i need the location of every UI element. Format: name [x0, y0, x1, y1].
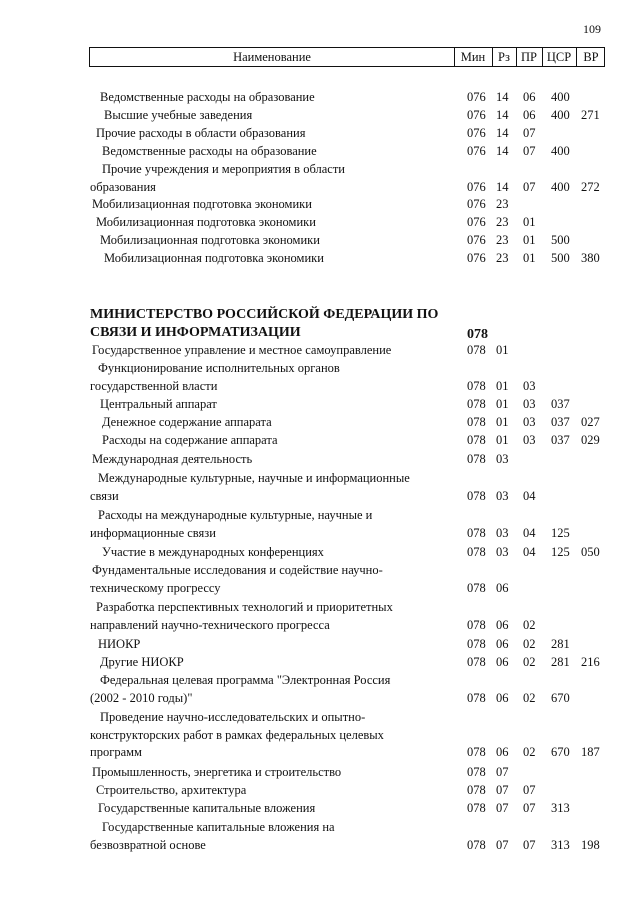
code-csr: 670 — [551, 745, 570, 759]
code-min: 078 — [467, 452, 486, 466]
code-rz: 14 — [496, 108, 509, 122]
row-name-line: Высшие учебные заведения — [104, 108, 253, 122]
header-name: Наименование — [233, 50, 311, 64]
code-rz: 14 — [496, 144, 509, 158]
code-min: 078 — [467, 378, 486, 393]
code-vr: 198 — [581, 837, 600, 852]
row-name-line: Государственные капитальные вложения на — [102, 820, 335, 834]
row-name-line: конструкторских работ в рамках федеральных целевых — [90, 727, 384, 742]
code-rz: 07 — [496, 801, 509, 815]
row-name-line: Функционирование исполнительных органов — [98, 361, 340, 375]
code-min: 078 — [467, 415, 486, 429]
table-header — [89, 47, 605, 67]
row-name-line: Государственное управление и местное самоуправление — [92, 343, 392, 357]
header-csr: ЦСР — [546, 50, 572, 64]
code-min: 076 — [467, 108, 486, 122]
code-min: 076 — [467, 90, 486, 104]
code-vr: 272 — [581, 179, 600, 194]
code-min: 078 — [467, 745, 486, 759]
row-name-line: Ведомственные расходы на образование — [102, 144, 317, 158]
code-rz: 07 — [496, 783, 509, 797]
code-min: 078 — [467, 837, 486, 852]
row-name-line: НИОКР — [98, 637, 141, 651]
code-rz: 01 — [496, 343, 509, 357]
code-min: 076 — [467, 144, 486, 158]
row-name-line: Прочие расходы в области образования — [96, 126, 306, 140]
row-name-line: государственной власти — [90, 378, 218, 393]
row-name-line: безвозвратной основе — [90, 837, 206, 852]
code-csr: 670 — [551, 690, 570, 705]
code-min: 078 — [467, 433, 486, 447]
code-pr: 04 — [523, 525, 536, 540]
code-csr: 281 — [551, 637, 570, 651]
row-name-line: Прочие учреждения и мероприятия в области — [102, 162, 345, 176]
code-rz: 23 — [496, 215, 509, 229]
code-vr: 187 — [581, 745, 600, 759]
code-rz: 23 — [496, 197, 509, 211]
row-name-line: Промышленность, энергетика и строительство — [92, 765, 342, 779]
code-min: 076 — [467, 233, 486, 247]
code-csr: 400 — [551, 108, 570, 122]
code-csr: 400 — [551, 179, 570, 194]
code-pr: 07 — [523, 126, 536, 140]
code-vr: 380 — [581, 251, 600, 265]
code-pr: 03 — [523, 378, 536, 393]
code-csr: 500 — [551, 251, 570, 265]
code-csr: 313 — [551, 801, 570, 815]
code-vr: 271 — [581, 108, 600, 122]
code-pr: 02 — [523, 690, 536, 705]
code-min: 078 — [467, 545, 486, 559]
row-name-line: Центральный аппарат — [100, 397, 217, 411]
code-min: 076 — [467, 197, 486, 211]
code-csr: 037 — [551, 433, 570, 447]
code-pr: 06 — [523, 90, 536, 104]
row-name-line: программ — [90, 745, 142, 759]
code-rz: 03 — [496, 452, 509, 466]
code-min: 076 — [467, 179, 486, 194]
code-rz: 07 — [496, 837, 509, 852]
code-pr: 03 — [523, 415, 536, 429]
row-name-line: Фундаментальные исследования и содействие научно- — [92, 563, 383, 577]
row-name-line: (2002 - 2010 годы)" — [90, 690, 193, 705]
code-min: 078 — [467, 655, 486, 669]
code-rz: 03 — [496, 488, 509, 503]
row-name-line: Федеральная целевая программа "Электронная Россия — [100, 673, 391, 687]
row-name-line: Проведение научно-исследовательских и опытно- — [100, 710, 366, 724]
row-name-line: Мобилизационная подготовка экономики — [104, 251, 324, 265]
code-csr: 500 — [551, 233, 570, 247]
code-csr: 037 — [551, 415, 570, 429]
code-min: 078 — [467, 580, 486, 595]
code-pr: 04 — [523, 488, 536, 503]
row-name-line: СВЯЗИ И ИНФОРМАТИЗАЦИИ — [90, 324, 301, 340]
row-name-line: Ведомственные расходы на образование — [100, 90, 315, 104]
code-vr: 027 — [581, 415, 600, 429]
row-name-line: Расходы на содержание аппарата — [102, 433, 278, 447]
code-pr: 04 — [523, 545, 536, 559]
code-pr: 07 — [523, 801, 536, 815]
header-rz: Рз — [498, 50, 510, 64]
row-name-line: Расходы на международные культурные, научные и — [98, 508, 373, 522]
code-rz: 06 — [496, 655, 509, 669]
row-name-line: информационные связи — [90, 525, 216, 540]
code-min: 078 — [467, 488, 486, 503]
code-min: 076 — [467, 251, 486, 265]
code-pr: 02 — [523, 745, 536, 759]
code-rz: 03 — [496, 525, 509, 540]
code-rz: 01 — [496, 433, 509, 447]
row-name-line: направлений научно-технического прогресса — [90, 617, 330, 632]
row-name-line: техническому прогрессу — [90, 580, 221, 595]
code-pr: 02 — [523, 617, 536, 632]
code-min: 076 — [467, 215, 486, 229]
code-csr: 281 — [551, 655, 570, 669]
code-vr: 050 — [581, 545, 600, 559]
row-name-line: связи — [90, 488, 119, 503]
code-pr: 01 — [523, 233, 536, 247]
code-csr: 400 — [551, 144, 570, 158]
code-min: 078 — [467, 525, 486, 540]
code-csr: 037 — [551, 397, 570, 411]
code-pr: 03 — [523, 433, 536, 447]
code-rz: 06 — [496, 617, 509, 632]
code-rz: 14 — [496, 179, 509, 194]
code-csr: 313 — [551, 837, 570, 852]
code-rz: 06 — [496, 745, 509, 759]
code-rz: 01 — [496, 415, 509, 429]
code-rz: 01 — [496, 378, 509, 393]
header-vr: ВР — [583, 50, 599, 64]
code-csr: 125 — [551, 545, 570, 559]
code-min: 078 — [467, 397, 486, 411]
code-pr: 01 — [523, 251, 536, 265]
code-pr: 07 — [523, 144, 536, 158]
code-rz: 14 — [496, 126, 509, 140]
code-min: 078 — [467, 801, 486, 815]
code-pr: 02 — [523, 655, 536, 669]
code-pr: 06 — [523, 108, 536, 122]
code-csr: 400 — [551, 90, 570, 104]
code-min: 078 — [467, 343, 486, 357]
code-min: 078 — [467, 765, 486, 779]
code-rz: 06 — [496, 637, 509, 651]
row-name-line: Государственные капитальные вложения — [98, 801, 316, 815]
row-name-line: Денежное содержание аппарата — [102, 415, 272, 429]
row-name-line: Международные культурные, научные и информационные — [98, 471, 410, 485]
code-pr: 03 — [523, 397, 536, 411]
row-name-line: МИНИСТЕРСТВО РОССИЙСКОЙ ФЕДЕРАЦИИ ПО — [90, 307, 439, 322]
code-rz: 07 — [496, 765, 509, 779]
code-pr: 07 — [523, 179, 536, 194]
row-name-line: Мобилизационная подготовка экономики — [92, 197, 312, 211]
row-name-line: Строительство, архитектура — [96, 783, 247, 797]
row-name-line: образования — [90, 179, 156, 194]
code-min: 078 — [467, 326, 488, 342]
code-rz: 06 — [496, 690, 509, 705]
code-vr: 029 — [581, 433, 600, 447]
code-min: 078 — [467, 783, 486, 797]
code-min: 076 — [467, 126, 486, 140]
code-pr: 02 — [523, 637, 536, 651]
code-pr: 07 — [523, 837, 536, 852]
code-rz: 01 — [496, 397, 509, 411]
row-name-line: Участие в международных конференциях — [102, 545, 324, 559]
code-min: 078 — [467, 637, 486, 651]
row-name-line: Другие НИОКР — [100, 655, 184, 669]
header-min: Мин — [460, 50, 486, 64]
code-pr: 01 — [523, 215, 536, 229]
code-min: 078 — [467, 690, 486, 705]
code-csr: 125 — [551, 525, 570, 540]
page-number: 109 — [583, 22, 601, 36]
row-name-line: Мобилизационная подготовка экономики — [100, 233, 320, 247]
code-vr: 216 — [581, 655, 600, 669]
code-rz: 06 — [496, 580, 509, 595]
code-rz: 23 — [496, 251, 509, 265]
row-name-line: Международная деятельность — [92, 452, 253, 466]
row-name-line: Мобилизационная подготовка экономики — [96, 215, 316, 229]
header-pr: ПР — [521, 50, 537, 64]
code-rz: 23 — [496, 233, 509, 247]
code-pr: 07 — [523, 783, 536, 797]
row-name-line: Разработка перспективных технологий и приоритетных — [96, 600, 393, 614]
code-min: 078 — [467, 617, 486, 632]
code-rz: 14 — [496, 90, 509, 104]
code-rz: 03 — [496, 545, 509, 559]
